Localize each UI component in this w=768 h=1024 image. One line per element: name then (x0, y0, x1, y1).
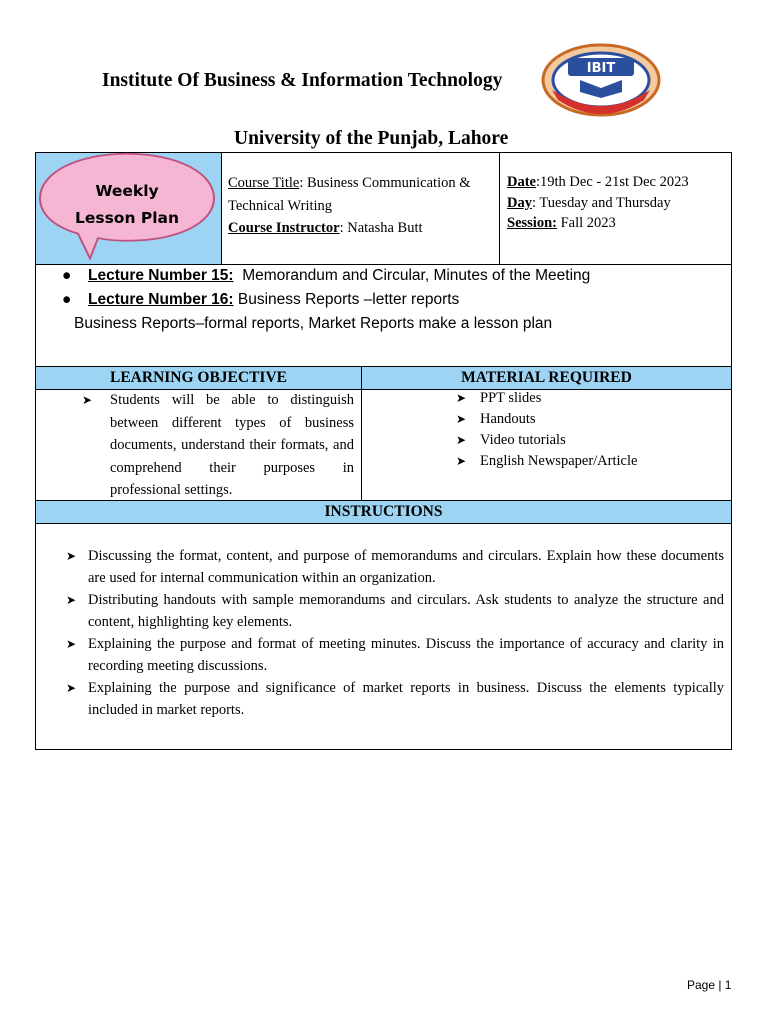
instructions-list (66, 545, 724, 721)
instruction-item (66, 633, 724, 677)
instruction-text: Distributing handouts with sample memorandums and circulars. Ask students to analyze the structure and content, highlighting key elements. (88, 592, 724, 630)
instruction-text: Discussing the format, content, and purpose of memorandums and circulars. Explain how these documents are used for internal communication within an organization. (88, 548, 724, 586)
date-label: Date (507, 174, 536, 190)
course-instructor-label: Course Instructor (228, 220, 340, 236)
bullet-icon: ● (62, 291, 72, 308)
ibit-logo (540, 42, 662, 120)
material-item (456, 451, 726, 472)
weekly-badge-text (38, 178, 216, 232)
material-item (456, 409, 726, 430)
instruction-item (66, 545, 724, 589)
logo-text: IBIT (586, 61, 616, 76)
course-info: Course Title: Business Communication & Technical Writing Course Instructor: Natasha Butt (228, 175, 471, 236)
lecture-list (52, 264, 722, 336)
material-item (456, 430, 726, 451)
badge-line-1: Weekly (95, 182, 159, 200)
arrow-bullet-icon: ➤ (66, 593, 77, 607)
lecture-label: Lecture Number 16: (88, 291, 234, 308)
course-title-value: Business Communication & Technical Writing (228, 175, 471, 214)
material-text: Handouts (480, 411, 536, 427)
lecture-label: Lecture Number 15: (88, 267, 234, 284)
instruction-text: Explaining the purpose and format of meeting minutes. Discuss the importance of accuracy and clarity in recording meeting discussions. (88, 636, 724, 674)
arrow-bullet-icon: ➤ (66, 637, 77, 651)
material-text: English Newspaper/Article (480, 453, 638, 469)
instruction-text: Explaining the purpose and significance of market reports in business. Discuss the elements typically included in market reports. (88, 680, 724, 718)
arrow-bullet-icon: ➤ (456, 433, 467, 447)
arrow-bullet-icon: ➤ (66, 681, 77, 695)
day-label: Day (507, 194, 532, 211)
instruction-item (66, 589, 724, 633)
material-list (456, 388, 726, 472)
university-title: University of the Punjab, Lahore (234, 128, 509, 149)
bullet-icon: ● (62, 267, 72, 284)
page-number: Page | 1 (687, 978, 732, 992)
day-value: Tuesday and Thursday (539, 194, 671, 211)
badge-line-2: Lesson Plan (74, 209, 180, 227)
objective-content (82, 389, 354, 502)
objective-heading: LEARNING OBJECTIVE (36, 367, 361, 389)
lecture-text: Memorandum and Circular, Minutes of the Meeting (242, 267, 591, 284)
date-value: 19th Dec - 21st Dec 2023 (540, 174, 689, 190)
session-value: Fall 2023 (560, 215, 616, 231)
material-item (456, 388, 726, 409)
material-heading: MATERIAL REQUIRED (362, 367, 731, 389)
objective-text: Students will be able to distinguish between different types of business documents, understand their formats, and comprehend their purposes in professional settings. (110, 392, 354, 498)
arrow-bullet-icon: ➤ (456, 391, 467, 405)
schedule-info: Date:19th Dec - 21st Dec 2023 Day: Tuesday and Thursday Session: Fall 2023 (507, 174, 689, 231)
instructions-heading: INSTRUCTIONS (36, 501, 731, 523)
lecture-item (52, 288, 722, 312)
arrow-bullet-icon: ➤ (66, 549, 77, 563)
institute-title: Institute Of Business & Information Technology (102, 70, 503, 91)
session-label: Session: (507, 215, 557, 231)
material-text: Video tutorials (480, 432, 566, 448)
arrow-bullet-icon: ➤ (456, 412, 467, 426)
lecture-text: Business Reports –letter reports (237, 291, 460, 308)
lecture-extra: Business Reports–formal reports, Market Reports make a lesson plan (74, 315, 553, 332)
course-instructor-value: Natasha Butt (347, 220, 423, 236)
arrow-bullet-icon: ➤ (82, 393, 93, 407)
instruction-item (66, 677, 724, 721)
lecture-item (52, 264, 722, 288)
arrow-bullet-icon: ➤ (456, 454, 467, 468)
material-text: PPT slides (480, 390, 542, 406)
course-title-label: Course Title (228, 175, 300, 191)
